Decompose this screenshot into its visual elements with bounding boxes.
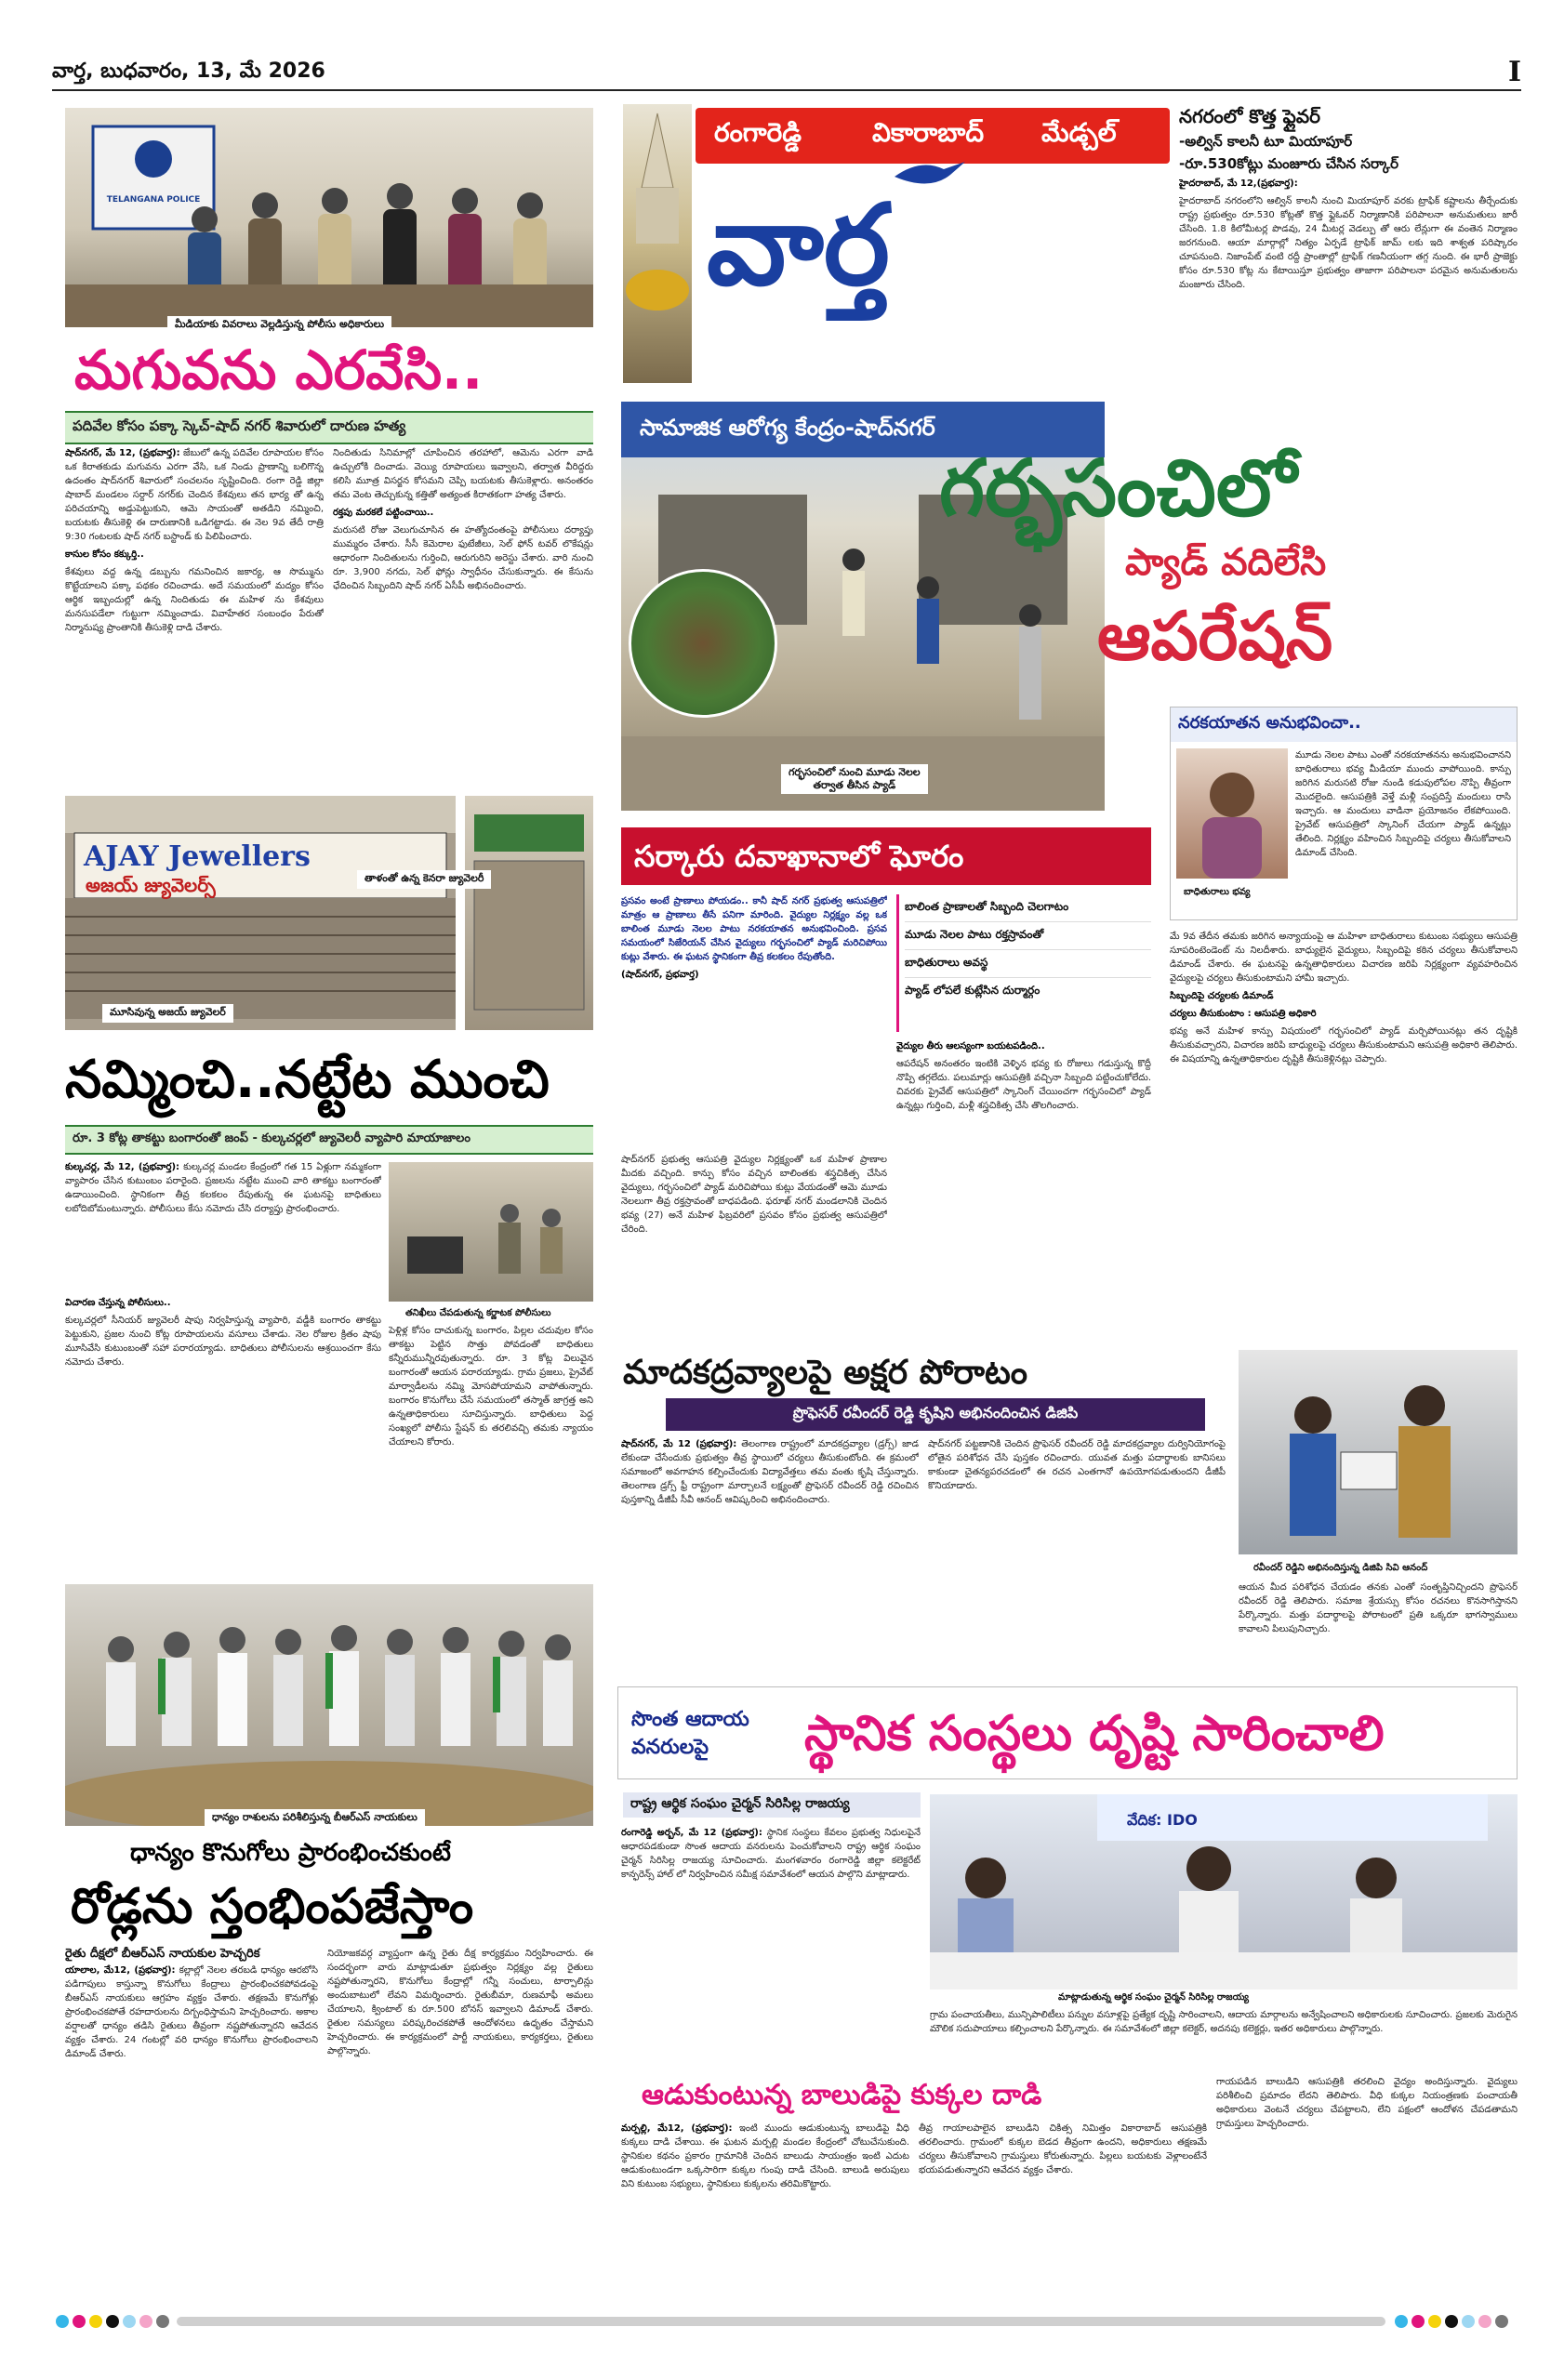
hospital-subhead-4: చర్యలు తీసుకుంటాం : ఆసుపత్రి అధికారి <box>1170 1009 1317 1019</box>
dogs-body-2: తీవ్ర గాయాలపాలైన బాలుడిని చికిత్స నిమిత్తం వికారాబాద్ ఆసుపత్రికి తరలించారు. గ్రామంలో కుక్కల బెడద తీవ్రంగా ఉందని, అధికారులు తక్షణమే చర్యలు తీసుకోవాలని గ్రామస్తులు కోరుతున్నారు. పిల్లలు బయటకు వెళ్లాలంటేనే భయపడుతున్నారని ఆవేదన వ్యక్తం చేశారు. <box>919 2123 1207 2175</box>
hospital-body-col-1 <box>621 894 887 1145</box>
district-1: రంగారెడ్డి <box>714 117 802 148</box>
inspection-photo-art <box>389 1162 593 1302</box>
jewellers-photo-caption-1: మూసివున్న అజయ్ జ్యువెలర్ <box>102 1004 233 1023</box>
dogs-body-3: గాయపడిన బాలుడిని ఆసుపత్రికి తరలించి వైద్యం అందిస్తున్నారు. వైద్యులు పరిశీలించి ప్రమాదం లేదని తెలిపారు. వీధి కుక్కల నియంత్రణకు పంచాయతీ అధికారులు వెంటనే చర్యలు చేపట్టాలని, లేని పక్షంలో ఆందోళన చేపడతామని గ్రామస్తులు హెచ్చరించారు. <box>1216 2077 1518 2129</box>
dateline: వార్త, బుధవారం, 13, మే 2026 <box>52 60 325 83</box>
drugs-body-2: షాద్‌నగర్ పట్టణానికి చెందిన ప్రొఫెసర్ రవీందర్ రెడ్డి మాదకద్రవ్యాల దుర్వినియోగంపై లోతైన పరిశోధన చేసి పుస్తకం రచించారు. యువత మత్తు పదార్థాలకు బానిసలు కాకుండా చైతన్యపరచడంలో ఈ రచన ఎంతగానో ఉపయోగపడుతుందని డీజీపీ కొనియాడారు. <box>928 1439 1226 1491</box>
locked-shop-photo <box>465 796 593 1030</box>
local-bodies-photo-art <box>930 1794 1518 1990</box>
district-strip <box>696 108 1170 164</box>
local-bodies-photo <box>930 1794 1518 1990</box>
drugs-body-1: తెలంగాణ రాష్ట్రంలో మాదకద్రవ్యాల (డ్రగ్స్) జాడ లేకుండా చేసేందుకు ప్రభుత్వం తీవ్ర స్థాయిలో చర్యలు తీసుకుంటోంది. ఈ క్రమంలో సమాజంలో అవగాహన కల్పించేందుకు విద్యావేత్తలు తమ వంతు కృషి చేస్తున్నారు. తెలంగాణ డ్రగ్స్ ఫ్రీ రాష్ట్రంగా మార్చాలనే లక్ష్యంతో ప్రొఫెసర్ రవీందర్ రెడ్డి రచించిన పుస్తకాన్ని డీజీపీ సీవీ ఆనంద్ ఆవిష్కరించి అభినందించారు. <box>621 1439 919 1505</box>
murder-subhead-2: కాసుల కోసం కక్కుర్తి.. <box>65 549 144 560</box>
drugs-body-col-2 <box>928 1437 1226 1670</box>
flyover-headline: నగరంలో కొత్త ఫ్లైవర్ <box>1179 105 1320 127</box>
police-board: TELANGANA POLICE <box>106 195 201 205</box>
police-photo-caption: మీడియాకు వివరాలు వెల్లడిస్తున్న పోలీసు అధికారులు <box>167 316 391 335</box>
flyover-dateline: హైదరాబాద్, మే 12,(ప్రభవార్త): <box>1179 178 1298 189</box>
murder-body-1: జేబులో ఉన్న పదివేల రూపాయల కోసం ఒక కిరాతకుడు మగువను ఎరగా వేసి, ఒక నిండు ప్రాణాన్ని బలిగొన్న ఉదంతం షాద్‌నగర్ శివారులో సంచలనం సృష్టించింది. రంగా రెడ్డి జిల్లా షాబాద్ మండలం సర్దార్ నగర్‌కు చెందిన కేశవులు తన భార్య తో ఉన్న పరిచయాన్ని అడ్డుపెట్టుకుని, ఆమె సాయంతో అతడిని నమ్మించి, బయటకు తీసుకెళ్లి ఈ దారుణానికి ఒడిగట్టాడు. ఈ నెల 9వ తేదీ రాత్రి 9:30 గంటలకు షాద్ నగర్ బస్టాండ్ కు పిలిపించారు. <box>65 448 324 542</box>
flyover-subhead-2: -రూ.530కోట్లు మంజూరు చేసిన సర్కార్ <box>1179 155 1399 172</box>
jewellers-body-3: పెళ్లిళ్ల కోసం దాచుకున్న బంగారం, పిల్లల చదువుల కోసం తాకట్టు పెట్టిన సొత్తు పోవడంతో బాధితులు కన్నీరుమున్నీరవుతున్నారు. రూ. 3 కోట్ల విలువైన బంగారంతో ఆయన పరారయ్యాడు. గ్రామ ప్రజలు, ప్రైవేట్ మార్వాడీలను నమ్మి మోసపోయామని వాపోతున్నారు. బంగారం కొనుగోలు చేసే సమయంలో తస్మాత్ జాగ్రత్త అని ఉన్నతాధికారులు సూచిస్తున్నారు. బాధితులు పెద్ద సంఖ్యలో పోలీసు స్టేషన్ కు తరలివచ్చి తమకు న్యాయం చేయాలని కోరారు. <box>389 1326 593 1448</box>
inspection-photo-caption: తనిఖీలు చేపడుతున్న కర్ణాటక పోలీసులు <box>398 1305 559 1322</box>
hospital-bullets <box>896 894 1151 1032</box>
grain-kicker: ధాన్యం కొనుగోలు ప్రారంభించకుంటే <box>130 1839 451 1867</box>
victim-photo-art <box>1176 748 1288 879</box>
jewellers-headline: నమ్మించి..నట్టేట ముంచి <box>65 1050 550 1110</box>
murder-body-col-1 <box>65 446 324 781</box>
murder-subhead-3: రక్తపు మరకలే పట్టించాయి.. <box>333 508 434 518</box>
logo-wordmark: వార్త <box>707 181 890 311</box>
hospital-body-col-3 <box>896 1039 1151 1339</box>
temple-art <box>623 104 692 383</box>
local-bodies-box <box>617 1686 1518 1779</box>
district-2: వికారాబాద్ <box>872 117 985 148</box>
jewellers-subhead: రూ. 3 కోట్ల తాకట్టు బంగారంతో జంప్ - కుల్కచర్లలో జ్యువెలరీ వ్యాపారి మాయాజాలం <box>65 1125 593 1155</box>
grain-photo-caption: ధాన్యం రాశులను పరిశీలిస్తున్న బీఆర్ఎస్ నాయకులు <box>205 1809 425 1828</box>
hospital-body-col-2 <box>621 1153 887 1339</box>
pad-inset-caption-1: గర్భసంచిలో నుంచి మూడు నెలల <box>789 766 921 778</box>
murder-subhead: పదివేల కోసం పక్కా స్కెచ్-షాద్ నగర్ శివారులో దారుణ హత్య <box>65 411 593 444</box>
hospital-sidebar-title: నరకయాతన అనుభవించా.. <box>1171 707 1517 742</box>
grain-dateline: యాలాల, మే12, (ప్రభవార్త): <box>65 1965 176 1976</box>
local-bodies-banner-text: వేదిక: IDO <box>1127 1811 1198 1829</box>
hospital-bullet-2: మూడు నెలల పాటు రక్తస్రావంతో <box>905 922 1151 950</box>
local-bodies-body-1: స్థానిక సంస్థలు కేవలం ప్రభుత్వ నిధులపైనే ఆధారపడకుండా సొంత ఆదాయ వనరులను పెంచుకోవాలని రాష్ట్ర ఆర్థిక సంఘం చైర్మన్ సిరిసిల్ల రాజయ్య సూచించారు. మంగళవారం రంగారెడ్డి జిల్లా కలెక్టరేట్ కాన్ఫరెన్స్ హాల్ లో నిర్వహించిన సమీక్ష సమావేశంలో ఆయన పాల్గొని మాట్లాడారు. <box>621 1828 921 1880</box>
drugs-photo-art <box>1239 1350 1518 1554</box>
jewellers-photo <box>65 796 456 1030</box>
dogs-body-1: ఇంటి ముందు ఆడుకుంటున్న బాలుడిపై వీధి కుక్కలు దాడి చేశాయి. ఈ ఘటన మర్పల్లి మండల కేంద్రంలో చోటుచేసుకుంది. స్థానికుల కథనం ప్రకారం గ్రామానికి చెందిన బాలుడు సాయంత్రం ఇంటి ఎదుట ఆడుకుంటుండగా ఒక్కసారిగా కుక్కల గుంపు దాడి చేసింది. బాలుడి అరుపులు విని కుటుంబ సభ్యులు, స్థానికులు కుక్కలను తరిమికొట్టారు. <box>621 2123 909 2189</box>
masthead <box>52 54 1521 91</box>
hospital-body-4: మే 9వ తేదీన తమకు జరిగిన అన్యాయంపై ఆ మహిళా బాధితురాలు కుటుంబ సభ్యులు ఆసుపత్రి సూపరింటెండెంట్ ను నిలదీశారు. బాధ్యులైన వైద్యులు, సిబ్బందిపై కఠిన చర్యలు తీసుకోవాలని డిమాండ్ చేశారు. ఈ ఘటనపై ఉన్నతాధికారులు విచారణ జరిపి నిర్లక్ష్యంగా వ్యవహరించిన వైద్యులపై చర్యలు తీసుకుంటామని హామీ ఇచ్చారు. <box>1170 932 1518 984</box>
murder-body-2: కేశవులు వద్ద ఉన్న డబ్బును గమనించిన జకార్య, ఆ సొమ్మును కొట్టేయాలని పక్కా పథకం రచించాడు. అదే సమయంలో మద్యం కోసం ఆర్థిక ఇబ్బందుల్లో ఉన్న నిందితుడు ఈ మహిళ ను కేశవులు మనసుపడేలా గుట్టుగా నమ్మించాడు. వివాహేతర సంబంధం పేరుతో నిర్మానుష్య ప్రాంతానికి తీసుకెళ్లి దాడి చేశారు. <box>65 567 324 633</box>
jewellers-body-col-2 <box>65 1296 381 1571</box>
hospital-subhead-2: వైద్యుల తీరు ఆలస్యంగా బయటపడింది.. <box>896 1041 1045 1051</box>
locked-shop-art <box>465 796 593 1030</box>
hospital-body-3: ఆపరేషన్ అనంతరం ఇంటికి వెళ్ళిన భవ్య కు రోజులు గడుస్తున్న కొద్దీ నొప్పి తగ్గలేదు. పలుమార్లు ఆసుపత్రికి వచ్చినా సిబ్బంది పట్టించుకోలేదు. చివరకు ప్రైవేట్ ఆసుపత్రిలో స్కానింగ్ చేయించగా గర్భసంచిలో ప్యాడ్ ఉన్నట్లు గుర్తించి, మళ్లీ శస్త్రచికిత్స చేసి తొలగించారు. <box>896 1059 1151 1111</box>
hospital-board: సామాజిక ఆరోగ్య కేంద్రం-షాద్‌నగర్ <box>640 415 935 441</box>
jewellers-body-2: కుల్కచర్లలో సీనియర్ జ్యువెలరీ షాపు నిర్వహిస్తున్న వ్యాపారి, వడ్డీకి బంగారం తాకట్టు పెట్టుకుని, ప్రజల నుంచి కోట్ల రూపాయలను వసూలు చేశాడు. నెల రోజుల క్రితం షాపు మూసివేసి కుటుంబంతో సహా పరారయ్యాడు. బాధితులు పోలీసులను ఆశ్రయించగా కేసు నమోదు చేశారు. <box>65 1316 381 1368</box>
murder-body-col-2 <box>333 446 593 781</box>
grain-body-col-1 <box>65 1964 318 2298</box>
local-bodies-body-col-2 <box>930 2008 1518 2064</box>
grain-body-col-2 <box>327 1947 593 2298</box>
temple-photo <box>623 104 692 383</box>
grain-photo <box>65 1584 593 1826</box>
local-bodies-headline: స్థానిక సంస్థలు దృష్టి సారించాలి <box>804 1706 1385 1762</box>
hospital-body-col-4 <box>1170 930 1518 1339</box>
hospital-headline-2: ప్యాడ్ వదిలేసి <box>1125 541 1327 584</box>
murder-dateline: షాద్‌నగర్, మే 12, (ప్రభవార్త): <box>65 448 180 458</box>
jewellers-photo-art <box>65 796 456 1030</box>
drugs-subhead: ప్రొఫెసర్ రవీందర్ రెడ్డి కృషిని అభినందించిన డిజిపి <box>666 1398 1205 1431</box>
jewellers-sign-en: AJAY Jewellers <box>84 840 311 873</box>
jewellers-sign-te: అజయ్ జ్యువెలర్స్ <box>86 874 216 896</box>
dogs-headline: ఆడుకుంటున్న బాలుడిపై కుక్కల దాడి <box>642 2079 1042 2111</box>
hospital-bullet-1: బాలింత ప్రాణాలతో సిబ్బంది చెలగాటం <box>905 894 1151 922</box>
local-bodies-body-col-1 <box>621 1826 921 2032</box>
drugs-body-3: ఆయన మీద పరిశోధన చేయడం తనకు ఎంతో సంతృప్తినిచ్చిందని ప్రొఫెసర్ రవీందర్ రెడ్డి తెలిపారు. సమాజ శ్రేయస్సు కోసం రచనలు కొనసాగిస్తానని పేర్కొన్నారు. మత్తు పదార్థాలపై పోరాటంలో ప్రతి ఒక్కరూ భాగస్వాములు కావాలని పిలుపునిచ్చారు. <box>1239 1582 1518 1634</box>
grain-body-2: నియోజకవర్గ వ్యాప్తంగా ఉన్న రైతు దీక్ష కార్యక్రమం నిర్వహించారు. ఈ సందర్భంగా వారు మాట్లాడుతూ ప్రభుత్వం నిర్లక్ష్యం వల్ల రైతులు నష్టపోతున్నారని, కొనుగోలు కేంద్రాల్లో గన్నీ సంచులు, టార్పాలిన్లు అందుబాటులో లేవని విమర్శించారు. రైతుబీమా, రుణమాఫీ అమలు చేయాలని, క్వింటాల్ కు రూ.500 బోనస్ ఇవ్వాలని డిమాండ్ చేశారు. రైతుల సమస్యలు పరిష్కరించకపోతే ఆందోళనలు ఉధృతం చేస్తామని హెచ్చరించారు. ఈ కార్యక్రమంలో పార్టీ నాయకులు, కార్యకర్తలు, రైతులు పాల్గొన్నారు. <box>327 1949 593 2056</box>
drugs-photo-caption: రవీందర్ రెడ్డిని అభినందిస్తున్న డిజిపి సివి ఆనంద్ <box>1246 1560 1435 1577</box>
district-3: మేడ్చల్ <box>1041 117 1117 148</box>
dogs-body-col-2 <box>919 2122 1207 2298</box>
hospital-headline-1: గర్భసంచిలో <box>939 443 1297 534</box>
hospital-red-banner: సర్కారు దవాఖానాలో ఘోరం <box>621 827 1151 885</box>
drugs-photo <box>1239 1350 1518 1554</box>
jewellers-body-col-1 <box>65 1160 381 1290</box>
murder-body-3: నిందితుడు సినిమాల్లో చూపించిన తరహాలో, ఆమెను ఎరగా వాడి ఉచ్చులోకి దించాడు. వెయ్యి రూపాయలు ఇవ్వాలని, తర్వాత వీరిద్దరు కలిసి మూత్ర విసర్జన కోసమని చెప్పి బయటకు తీసుకెళ్లారు. అనంతరం తమ వెంట తెచ్చుకున్న కత్తితో అత్యంత కిరాతకంగా హత్య చేశారు. <box>333 448 593 500</box>
victim-photo <box>1176 748 1288 879</box>
dogs-body-col-3 <box>1216 2075 1518 2298</box>
drugs-body-col-1 <box>621 1437 919 1670</box>
hospital-bullet-3: బాధితురాలు అవస్థ <box>905 950 1151 978</box>
jewellers-body-col-3 <box>389 1324 593 1571</box>
footer-bar <box>177 2317 1385 2326</box>
page-number: I <box>1507 56 1521 88</box>
hospital-dateline: (షాద్‌నగర్, ప్రభవార్త) <box>621 970 699 980</box>
local-bodies-photo-caption: మాట్లాడుతున్న ఆర్థిక సంఘం చైర్మన్ సిరిసిల్ల రాజయ్య <box>1051 1990 1256 2006</box>
inspection-photo <box>389 1162 593 1302</box>
flyover-subhead-1: -అల్విన్ కాలనీ టూ మియాపూర్ <box>1179 133 1353 150</box>
pad-inset-caption-2: తర్వాత తీసిన ప్యాడ్ <box>813 779 896 791</box>
hospital-subhead-3: సిబ్బందిపై చర్యలకు డిమాండ్ <box>1170 991 1274 1001</box>
local-bodies-kicker: సొంత ఆదాయ వనరులపై <box>631 1708 749 1759</box>
victim-caption: బాధితురాలు భవ్య <box>1176 884 1258 901</box>
hospital-sidebar <box>1170 707 1518 920</box>
dogs-dateline: మర్పల్లి, మే12, (ప్రభవార్త): <box>621 2123 733 2134</box>
local-bodies-subhead: రాష్ట్ర ఆర్థిక సంఘం చైర్మన్ సిరిసిల్ల రాజయ్య <box>623 1792 921 1818</box>
jewellers-body-1: కుల్కచర్ల మండల కేంద్రంలో గత 15 ఏళ్లుగా నమ్మకంగా వ్యాపారం చేసిన కుటుంబం పరారైంది. ప్రజలను నట్టేట ముంచి వారి తాకట్టు బంగారంతో ఉడాయించింది. స్థానికంగా తీవ్ర కలకలం రేపుతున్న ఈ ఘటనపై బాధితులు లబోదిబోమంటున్నారు. పోలీసులు కేసు నమోదు చేసి దర్యాప్తు ప్రారంభించారు. <box>65 1162 381 1214</box>
flyover-body: హైదరాబాద్ నగరంలోని ఆల్విన్ కాలనీ నుంచి మియాపూర్ వరకు ట్రాఫిక్ కష్టాలను తీర్చేందుకు రాష్ట్ర ప్రభుత్వం రూ.530 కోట్లతో కొత్త ఫ్లైఓవర్ నిర్మాణానికి పరిపాలనా అనుమతులు జారీ చేసింది. 1.8 కిలోమీటర్ల పొడవు, 24 మీటర్ల వెడల్పు తో ఆరు లేన్లుగా ఈ వంతెన నిర్మాణం జరగనుంది. ఆయా మార్గాల్లో నిత్యం ఏర్పడే ట్రాఫిక్ జామ్ లకు ఇది శాశ్వత పరిష్కారం చూపనుంది. నిజాంపేట్ వంటి రద్దీ ప్రాంతాల్లో ట్రాఫిక్ గణనీయంగా తగ్గ నుంది. ఈ భారీ ప్రాజెక్టు కోసం రూ.530 కోట్ల ను కేటాయిస్తూ ప్రభుత్వం తాజాగా పరిపాలనా పరమైన అనుమతులను మంజూరు చేసింది. <box>1179 196 1518 290</box>
local-bodies-body-2: గ్రామ పంచాయతీలు, మున్సిపాలిటీలు పన్నుల వసూళ్లపై ప్రత్యేక దృష్టి సారించాలని, ఆదాయ మార్గాలను అన్వేషించాలని అధికారులకు సూచించారు. ప్రజలకు మెరుగైన మౌలిక సదుపాయాలు కల్పించాలని పేర్కొన్నారు. ఈ సమావేశంలో జిల్లా కలెక్టర్, అదనపు కలెక్టర్లు, ఇతర అధికారులు పాల్గొన్నారు. <box>930 2010 1518 2034</box>
drugs-dateline: షాద్‌నగర్, మే 12 (ప్రభవార్త): <box>621 1439 737 1449</box>
hospital-headline-3: ఆపరేషన్ <box>1097 597 1333 675</box>
hospital-body-1: ప్రసవం అంటే ప్రాణాలు పోయడం.. కానీ షాద్ నగర్ ప్రభుత్వ ఆసుపత్రిలో మాత్రం ఆ ప్రాణాలు తీసే పనిగా మారింది. వైద్యుల నిర్లక్ష్యం వల్ల ఒక బాలింత మూడు నెలల పాటు నరకయాతన అనుభవించింది. ప్రసవ సమయంలో సిజేరియన్ చేసిన వైద్యులు గర్భసంచిలో ప్యాడ్ మరిచిపోయి కుట్లు వేశారు. ఈ ఘటన స్థానికంగా తీవ్ర కలకలం రేపుతోంది. <box>621 896 887 962</box>
grain-photo-art <box>65 1584 593 1826</box>
pad-inset-photo <box>629 569 777 718</box>
police-photo-art <box>65 108 593 327</box>
drugs-body-col-3 <box>1239 1580 1518 1670</box>
dove-icon <box>893 158 967 199</box>
dogs-body-col-1 <box>621 2122 909 2298</box>
hospital-bullet-4: ప్యాడ్ లోపలే కుట్లేసిన దుర్మార్గం <box>905 984 1040 997</box>
pad-inset-caption <box>781 764 928 794</box>
flyover-story <box>1179 104 1518 383</box>
grain-subhead: రైతు దీక్షలో బీఆర్ఎస్ నాయకుల హెచ్చరిక <box>65 1947 260 1961</box>
jewellers-subhead-2: విచారణ చేస్తున్న పోలీసులు.. <box>65 1298 171 1308</box>
hospital-body-2: షాద్‌నగర్ ప్రభుత్వ ఆసుపత్రి వైద్యుల నిర్లక్ష్యంతో ఒక మహిళ ప్రాణాల మీదకు వచ్చింది. కాన్పు కోసం వచ్చిన బాలింతకు శస్త్రచికిత్స చేసిన వైద్యులు, గర్భసంచిలో ప్యాడ్ మరిచిపోయి కుట్లు వేయడంతో ఆమె మూడు నెలలుగా తీవ్ర రక్తస్రావంతో బాధపడింది. ఫరూఖ్ నగర్ మండలానికి చెందిన భవ్య (27) అనే మహిళ ఫిబ్రవరిలో ప్రసవం కోసం ప్రభుత్వ ఆసుపత్రిలో చేరింది. <box>621 1155 887 1235</box>
grain-headline: రోడ్లను స్తంభింపజేస్తాం <box>71 1879 474 1935</box>
murder-body-4: మరుసటి రోజు వెలుగుచూసిన ఈ హత్యోదంతంపై పోలీసులు దర్యాప్తు ముమ్మరం చేశారు. సీసీ కెమెరాల ఫుటేజీలు, సెల్ ఫోన్ టవర్ లొకేషన్లు ఆధారంగా నిందితులను గుర్తించి, ఆరుగురిని అరెస్టు చేశారు. వారి నుంచి రూ. 3,900 నగదు, సెల్ ఫోన్లు స్వాధీనం చేసుకున్నారు. ఈ కేసును ఛేదించిన సిబ్బందిని షాద్ నగర్ ఏసీపీ అభినందించారు. <box>333 525 593 591</box>
local-bodies-dateline: రంగారెడ్డి అర్బన్, మే 12 (ప్రభవార్త): <box>621 1828 762 1838</box>
jewellers-photo-caption-2: తాళంతో ఉన్న కెనరా జ్యువెలరీ <box>357 870 491 889</box>
jewellers-dateline: కుల్కచర్ల, మే 12, (ప్రభవార్త): <box>65 1162 180 1172</box>
murder-headline: మగువను ఎరవేసి.. <box>74 338 484 402</box>
police-photo <box>65 108 593 327</box>
drugs-headline: మాదకద్రవ్యాలపై అక్షర పోరాటం <box>623 1354 1028 1392</box>
hospital-body-5: భవ్య అనే మహిళ కాన్పు విషయంలో గర్భసంచిలో ప్యాడ్ మర్చిపోయినట్లు తన దృష్టికి తీసుకువచ్చారని, విచారణ జరిపి బాధ్యులపై చర్యలు తీసుకుంటామని ఆసుపత్రి అధికారి తెలిపారు. ఈ విషయాన్ని ఉన్నతాధికారుల దృష్టికి తీసుకెళ్లినట్లు చెప్పారు. <box>1170 1026 1518 1064</box>
grain-body-1: కల్లాల్లో నెలల తరబడి ధాన్యం ఆరబోసి పడిగాపులు కాస్తున్నా కొనుగోలు కేంద్రాలు ప్రారంభించకపోవడంపై బీఆర్ఎస్ నాయకులు ఆగ్రహం వ్యక్తం చేశారు. తక్షణమే కొనుగోళ్లు ప్రారంభించకపోతే రహదారులను దిగ్బంధిస్తామని హెచ్చరించారు. అకాల వర్షాలతో ధాన్యం తడిసి రైతులు తీవ్రంగా నష్టపోతున్నారని ఆవేదన వ్యక్తం చేశారు. 24 గంటల్లో వరి ధాన్యం కొనుగోలు ప్రారంభించాలని డిమాండ్ చేశారు. <box>65 1965 318 2059</box>
hospital-sidebar-body: మూడు నెలల పాటు ఎంతో నరకయాతనను అనుభవించానని బాధితురాలు భవ్య మీడియా ముందు వాపోయింది. కాన్పు జరిగిన మరుసటి రోజు నుండి కడుపులోపల నొప్పి తీవ్రంగా మొదలైంది. ఆసుపత్రికి వెళ్తే మళ్లీ సంప్రదిస్తే మందులు రాసి ఇచ్చారు. ఆ మందులు వాడినా ప్రయోజనం లేకపోయింది. ప్రైవేట్ ఆసుపత్రిలో స్కానింగ్ చేయగా ప్యాడ్ ఉన్నట్లు తేలింది. నిర్లక్ష్యం వహించిన సిబ్బందిపై చర్యలు తీసుకోవాలని డిమాండ్ చేసింది. <box>1295 750 1511 858</box>
